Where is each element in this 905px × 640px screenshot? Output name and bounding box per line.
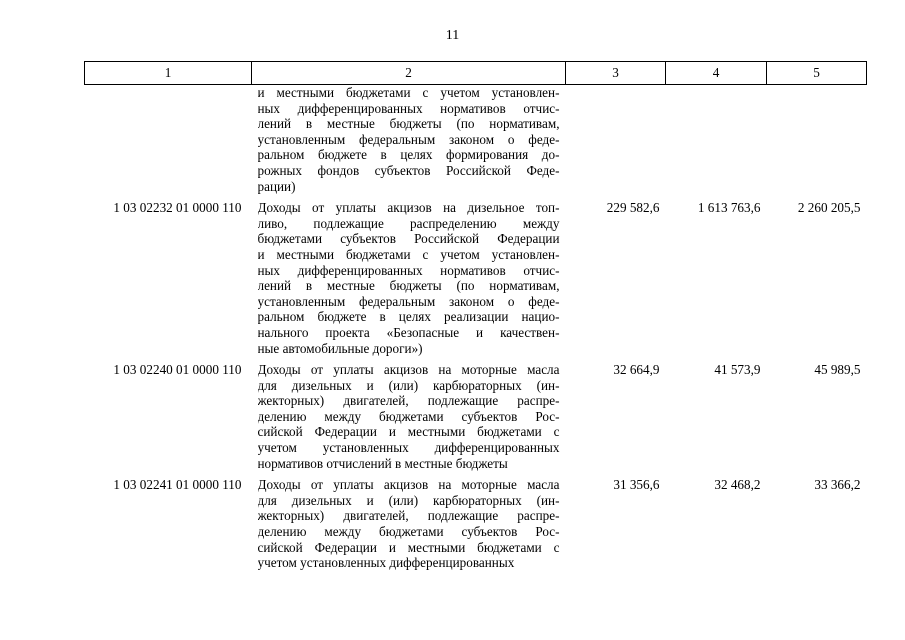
description-line: Доходы от уплаты акцизов на дизельное топ- xyxy=(257,200,560,216)
description-line: учетом установленных дифференцированных xyxy=(257,555,515,571)
amount-cell-4 xyxy=(666,85,767,201)
description-line: для дизельных и (или) карбюраторных (ин- xyxy=(257,492,560,508)
revenue-description-cell xyxy=(252,477,566,577)
table-row xyxy=(85,362,867,477)
description-line: для дизельных и (или) карбюраторных (ин- xyxy=(257,377,560,393)
description-line: лений в местные бюджеты (по нормативам, xyxy=(257,278,560,294)
description-line: сийской Федерации и местными бюджетами с xyxy=(257,424,560,440)
amount-cell-4: 41 573,9 xyxy=(714,362,761,378)
description-line: ных дифференцированных нормативов отчис- xyxy=(257,262,560,278)
description-line: делению между бюджетами субъектов Рос- xyxy=(257,408,560,424)
description-line: рожных фондов субъектов Российской Феде- xyxy=(257,162,560,178)
column-header-5: 5 xyxy=(767,62,867,85)
description-line: бюджетами субъектов Российской Федерации xyxy=(257,231,560,247)
description-line: Доходы от уплаты акцизов на моторные масла xyxy=(257,477,560,493)
description-line: ральном бюджете в целях реализации нацио- xyxy=(257,309,560,325)
revenue-description-cell xyxy=(252,200,566,362)
amount-cell-3: 32 664,9 xyxy=(613,362,660,378)
amount-cell-5 xyxy=(767,85,867,201)
revenue-description-cell xyxy=(252,85,566,201)
description-line: лений в местные бюджеты (по нормативам, xyxy=(257,116,560,132)
revenue-description-cell xyxy=(252,362,566,477)
revenue-code-cell xyxy=(85,85,252,201)
description-line: ливо, подлежащие распределению между xyxy=(257,215,560,231)
description-line: ные автомобильные дороги») xyxy=(257,340,423,356)
page-number: 11 xyxy=(445,28,460,43)
amount-cell-3 xyxy=(566,85,666,201)
description-line: жекторных) двигателей, подлежащие распре- xyxy=(257,393,560,409)
amount-cell-5: 33 366,2 xyxy=(814,477,861,493)
description-line: и местными бюджетами с учетом установлен- xyxy=(257,85,560,100)
amount-cell-4: 1 613 763,6 xyxy=(697,200,761,216)
table-row xyxy=(85,477,867,577)
table-row xyxy=(85,85,867,201)
description-line: установленным федеральным законом о феде- xyxy=(257,293,560,309)
revenue-code-cell: 1 03 02241 01 0000 110 xyxy=(113,477,242,493)
description-line: и местными бюджетами с учетом установлен- xyxy=(257,246,560,262)
description-line: нормативов отчислений в местные бюджеты xyxy=(257,455,508,471)
budget-revenue-table xyxy=(84,61,867,577)
amount-cell-4: 32 468,2 xyxy=(714,477,761,493)
column-header-3: 3 xyxy=(566,62,666,85)
description-line: нального проекта «Безопасные и качествен- xyxy=(257,324,560,340)
table-body xyxy=(85,85,867,577)
amount-cell-3: 229 582,6 xyxy=(606,200,660,216)
description-line: сийской Федерации и местными бюджетами с xyxy=(257,539,560,555)
description-line: ных дифференцированных нормативов отчис- xyxy=(257,100,560,116)
column-header-1: 1 xyxy=(85,62,252,85)
table-row xyxy=(85,200,867,362)
amount-cell-5: 2 260 205,5 xyxy=(797,200,861,216)
description-line: делению между бюджетами субъектов Рос- xyxy=(257,524,560,540)
revenue-code-cell: 1 03 02232 01 0000 110 xyxy=(113,200,242,216)
column-header-2: 2 xyxy=(252,62,566,85)
description-line: учетом установленных дифференцированных xyxy=(257,440,560,456)
revenue-code-cell: 1 03 02240 01 0000 110 xyxy=(113,362,242,378)
amount-cell-5: 45 989,5 xyxy=(814,362,861,378)
column-header-4: 4 xyxy=(666,62,767,85)
description-line: рации) xyxy=(257,178,296,194)
description-line: ральном бюджете в целях формирования до- xyxy=(257,147,560,163)
table-header-row xyxy=(85,62,867,85)
description-line: Доходы от уплаты акцизов на моторные масла xyxy=(257,362,560,378)
description-line: установленным федеральным законом о феде- xyxy=(257,131,560,147)
description-line: жекторных) двигателей, подлежащие распре- xyxy=(257,508,560,524)
amount-cell-3: 31 356,6 xyxy=(613,477,660,493)
